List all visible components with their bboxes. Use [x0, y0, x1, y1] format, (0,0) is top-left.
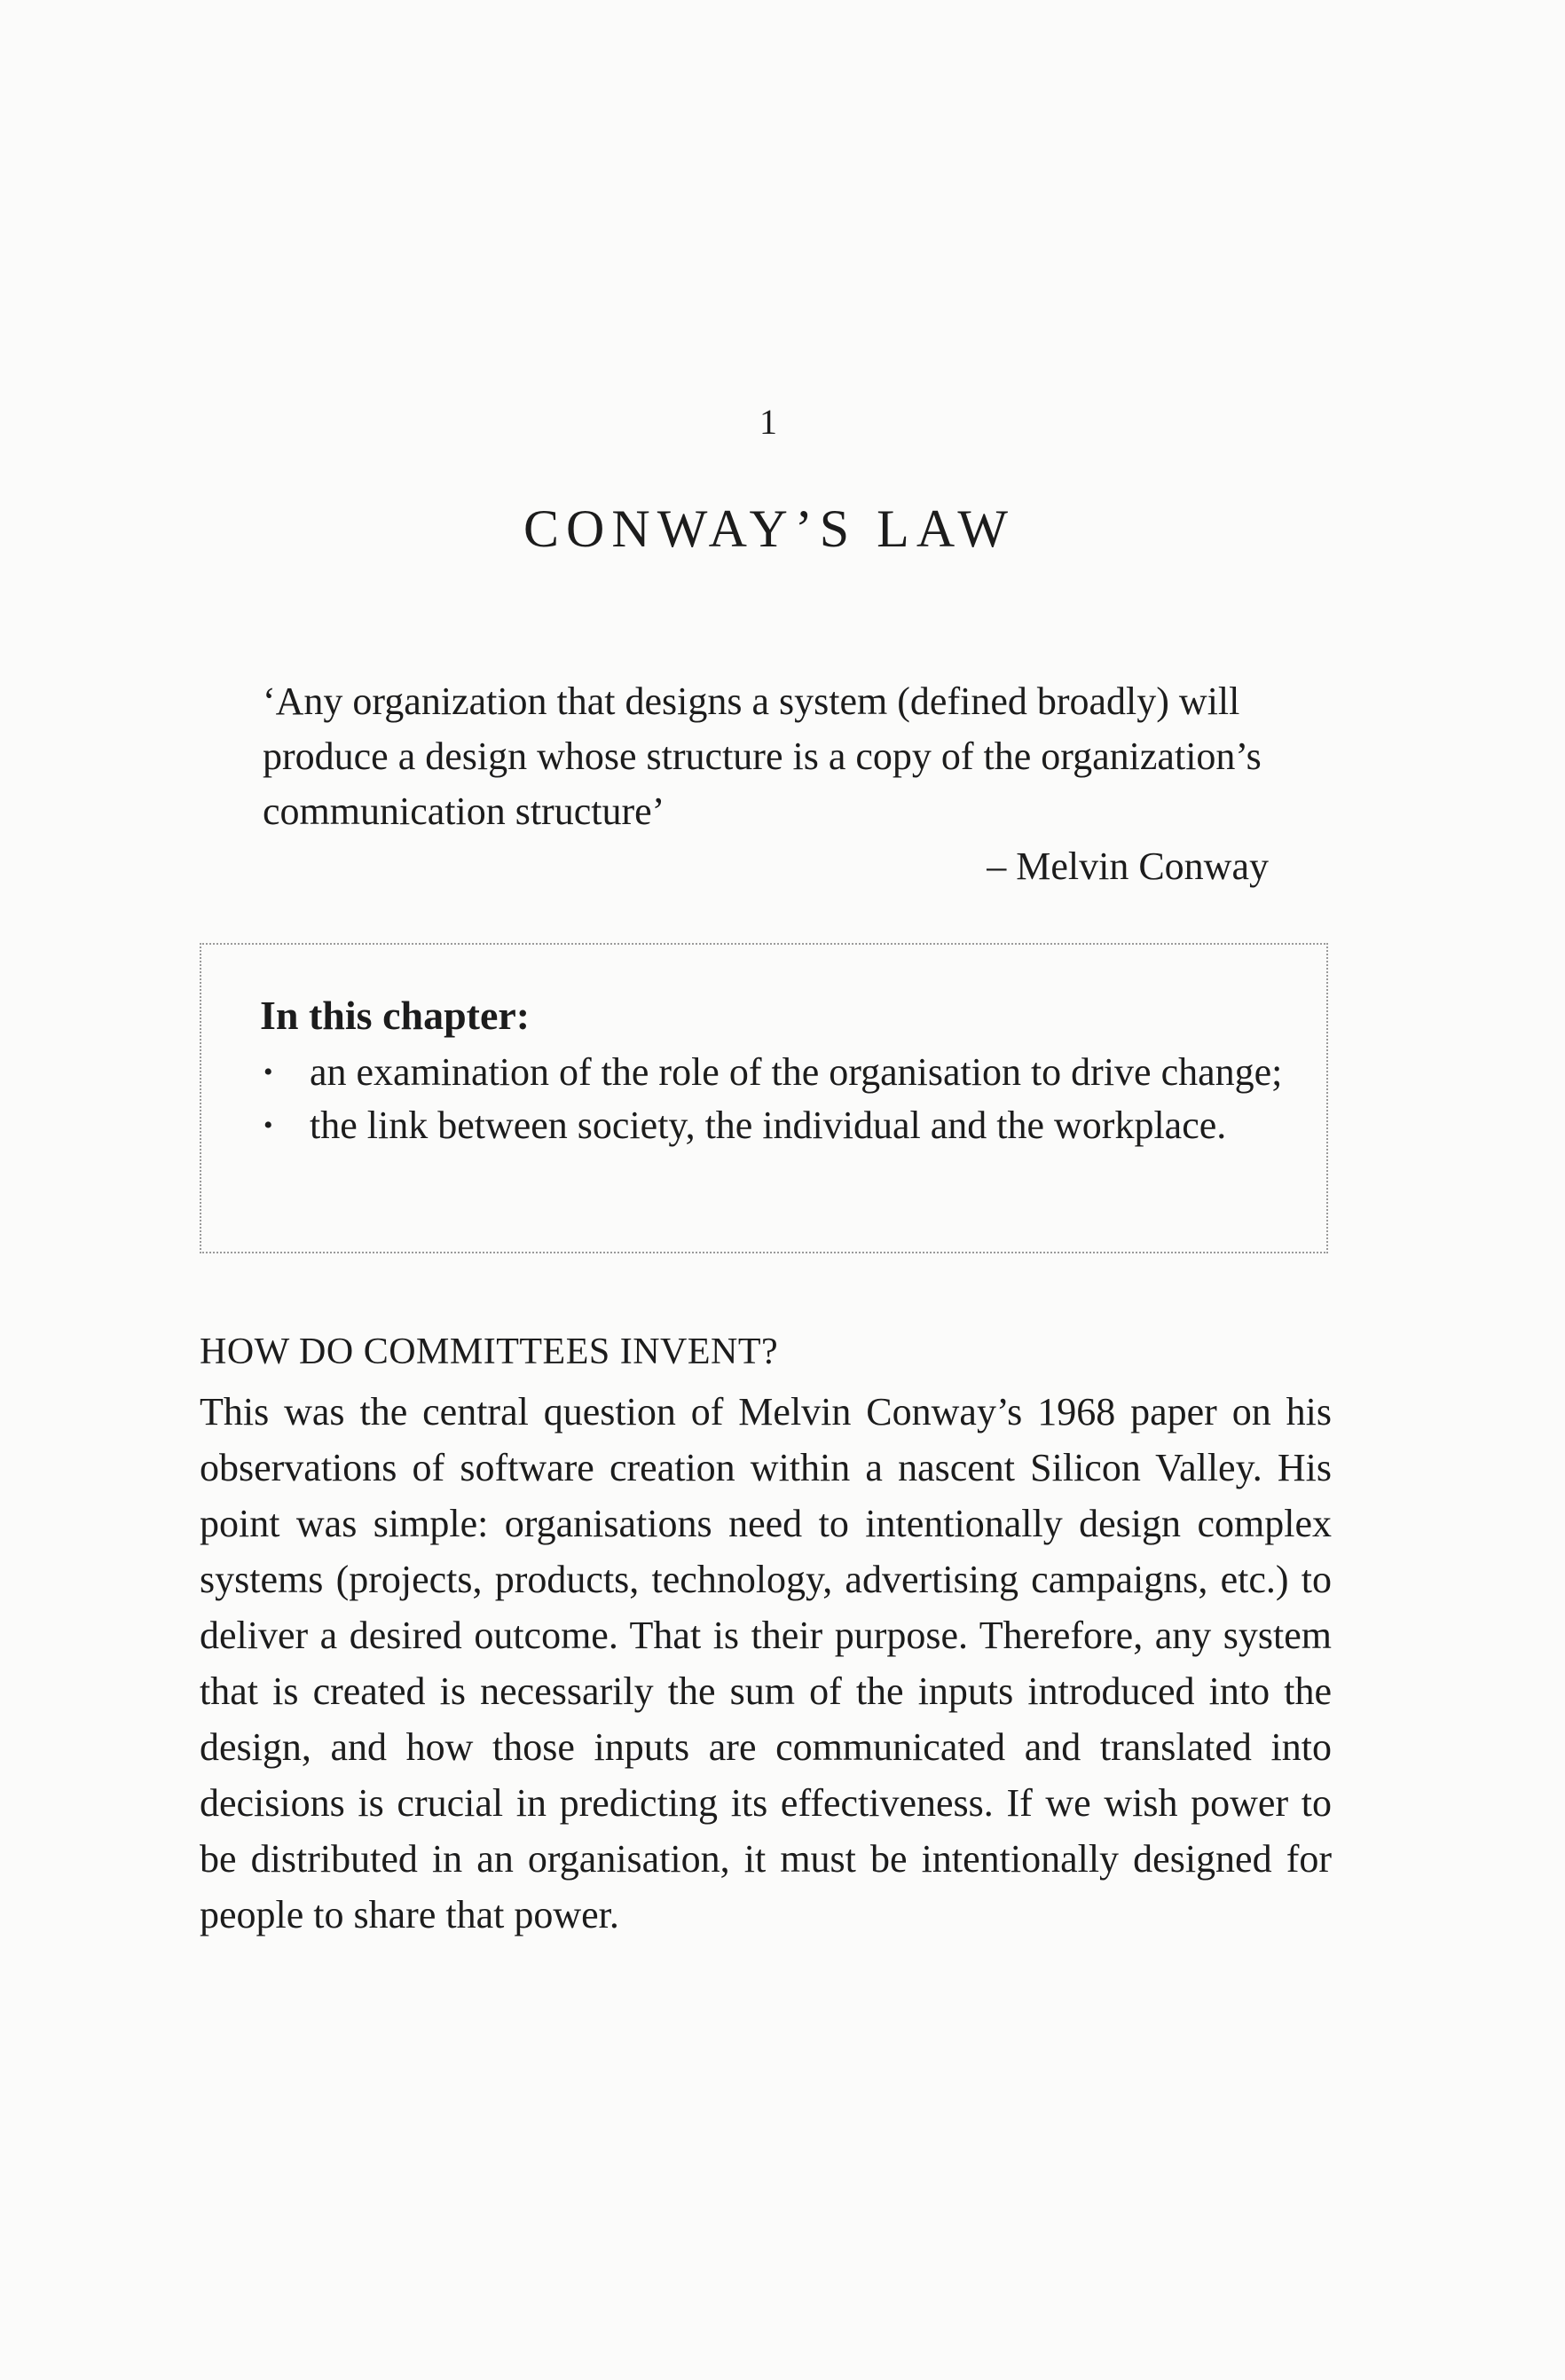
- summary-item-text: an examination of the role of the organisation to drive change;: [310, 1050, 1283, 1094]
- bullet-icon: •: [263, 1111, 273, 1140]
- section-body-text: This was the central question of Melvin Conway’s 1968 paper on his observations of software creation within a nascent Silicon Valley. His point was simple: organisations need to intentionally design complex systems (projects, products, technology, advertising campaigns, etc.) to deliver a desired outcome. That is their purpose. Therefore, any system that is created is necessarily the sum of the inputs introduced into the design, and how those inputs are communicated and translated into decisions is crucial in predicting its effectiveness. If we wish power to be distributed in an organisation, it must be intentionally designed for people to share that power.: [200, 1390, 1332, 1936]
- epigraph-attribution: – Melvin Conway: [987, 844, 1269, 888]
- summary-item: [260, 1046, 1291, 1099]
- section-heading: HOW DO COMMITTEES INVENT?: [200, 1331, 779, 1372]
- summary-item-text: the link between society, the individual and the workplace.: [310, 1104, 1227, 1147]
- chapter-number: 1: [759, 402, 779, 442]
- summary-list: [260, 1046, 1291, 1152]
- epigraph-quote: ‘Any organization that designs a system (defined broadly) will produce a design whose structure is a copy of the organization’s communication structure’: [263, 679, 1262, 833]
- summary-item: [260, 1099, 1291, 1152]
- chapter-summary-box: [200, 943, 1328, 1253]
- chapter-title: CONWAY’S LAW: [523, 499, 1015, 558]
- bullet-icon: •: [263, 1057, 273, 1087]
- summary-heading: In this chapter:: [260, 993, 531, 1038]
- epigraph: [263, 674, 1274, 894]
